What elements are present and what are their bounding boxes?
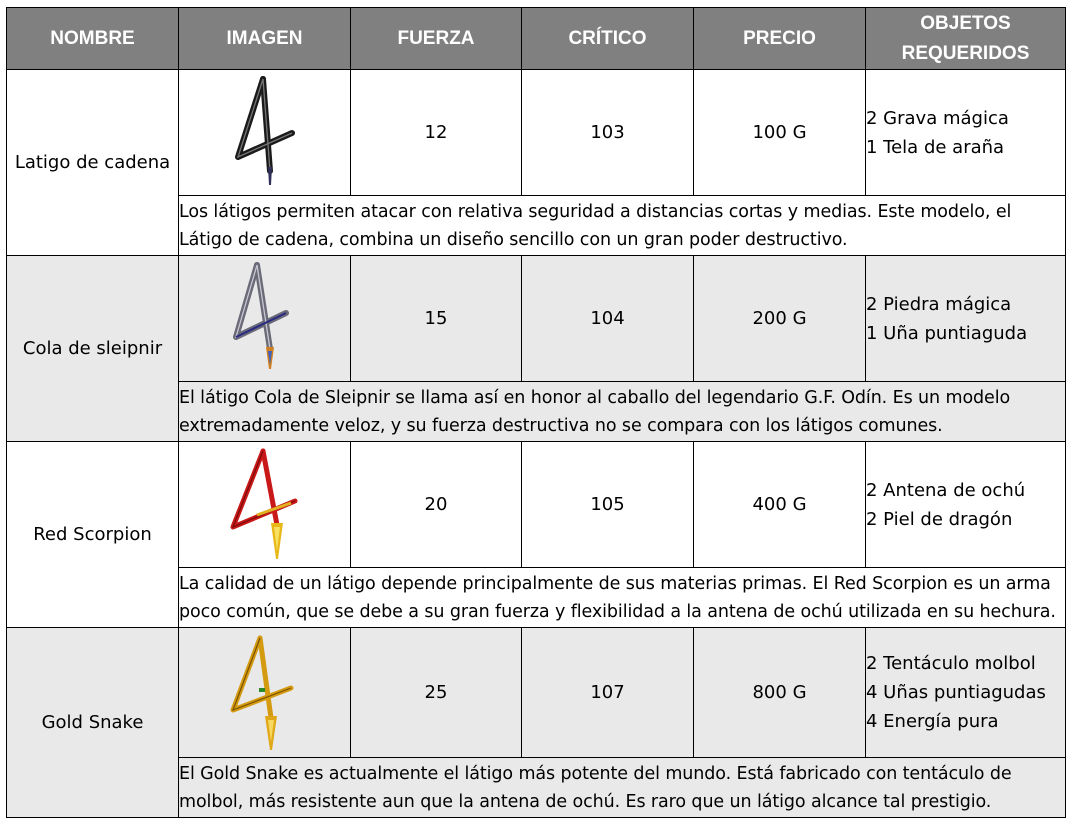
- item-strength: 12: [351, 70, 522, 196]
- header-strength: FUERZA: [351, 8, 522, 70]
- item-image: [179, 628, 351, 758]
- header-image: IMAGEN: [179, 8, 351, 70]
- table-row: [7, 256, 1066, 382]
- required-item: 2 Tentáculo molbol: [866, 653, 1036, 674]
- item-name: Gold Snake: [7, 628, 179, 818]
- item-strength: 20: [351, 442, 522, 568]
- item-critical: 103: [522, 70, 694, 196]
- weapons-table: [6, 7, 1066, 818]
- item-required: [866, 70, 1066, 196]
- item-required: [866, 628, 1066, 758]
- required-item: 2 Antena de ochú: [866, 479, 1026, 501]
- item-required: [866, 256, 1066, 382]
- required-item: 1 Uña puntiaguda: [866, 322, 1028, 344]
- item-critical: 107: [522, 628, 694, 758]
- whip-red-scorpion-icon: [227, 447, 303, 562]
- item-description: La calidad de un látigo depende principalmente de sus materias primas. El Red Scorpion es un arma poco común, que se debe a su gran fuerza y flexibilidad a la antena de ochú utilizada en su hechura.: [179, 568, 1066, 628]
- table-row: [7, 70, 1066, 196]
- required-item: 2 Grava mágica: [866, 107, 1009, 129]
- whip-sleipnir-icon: [230, 261, 300, 376]
- item-name: Cola de sleipnir: [7, 256, 179, 442]
- required-item: 2 Piel de dragón: [866, 508, 1013, 530]
- header-required: OBJETOS REQUERIDOS: [866, 8, 1066, 70]
- item-critical: 105: [522, 442, 694, 568]
- header-row: [7, 8, 1066, 70]
- item-description: El látigo Cola de Sleipnir se llama así en honor al caballo del legendario G.F. Odín. Es un modelo extremadamente veloz, y su fuerza destructiva no se compara con los látigos comunes.: [179, 382, 1066, 442]
- header-critical: CRÍTICO: [522, 8, 694, 70]
- required-item: 1 Tela de araña: [866, 136, 1005, 158]
- item-price: 400 G: [694, 442, 866, 568]
- table-row: [7, 442, 1066, 568]
- item-image: [179, 70, 351, 196]
- item-required: [866, 442, 1066, 568]
- item-price: 200 G: [694, 256, 866, 382]
- item-critical: 104: [522, 256, 694, 382]
- whip-gold-snake-icon: [227, 634, 303, 752]
- item-strength: 25: [351, 628, 522, 758]
- item-description: Los látigos permiten atacar con relativa seguridad a distancias cortas y medias. Este modelo, el Látigo de cadena, combina un diseño sencillo con un gran poder destructivo.: [179, 196, 1066, 256]
- header-price: PRECIO: [694, 8, 866, 70]
- item-name: Latigo de cadena: [7, 70, 179, 256]
- item-image: [179, 256, 351, 382]
- required-item: 4 Energía pura: [866, 711, 999, 732]
- required-item: 2 Piedra mágica: [866, 293, 1012, 315]
- item-price: 800 G: [694, 628, 866, 758]
- item-name: Red Scorpion: [7, 442, 179, 628]
- item-description: El Gold Snake es actualmente el látigo más potente del mundo. Está fabricado con tentáculo de molbol, más resistente aun que la antena de ochú. Es raro que un látigo alcance tal prestigio.: [179, 758, 1066, 818]
- item-price: 100 G: [694, 70, 866, 196]
- required-item: 4 Uñas puntiagudas: [866, 682, 1046, 703]
- item-strength: 15: [351, 256, 522, 382]
- item-image: [179, 442, 351, 568]
- whip-chain-icon: [230, 75, 300, 190]
- header-name: NOMBRE: [7, 8, 179, 70]
- table-row: [7, 628, 1066, 758]
